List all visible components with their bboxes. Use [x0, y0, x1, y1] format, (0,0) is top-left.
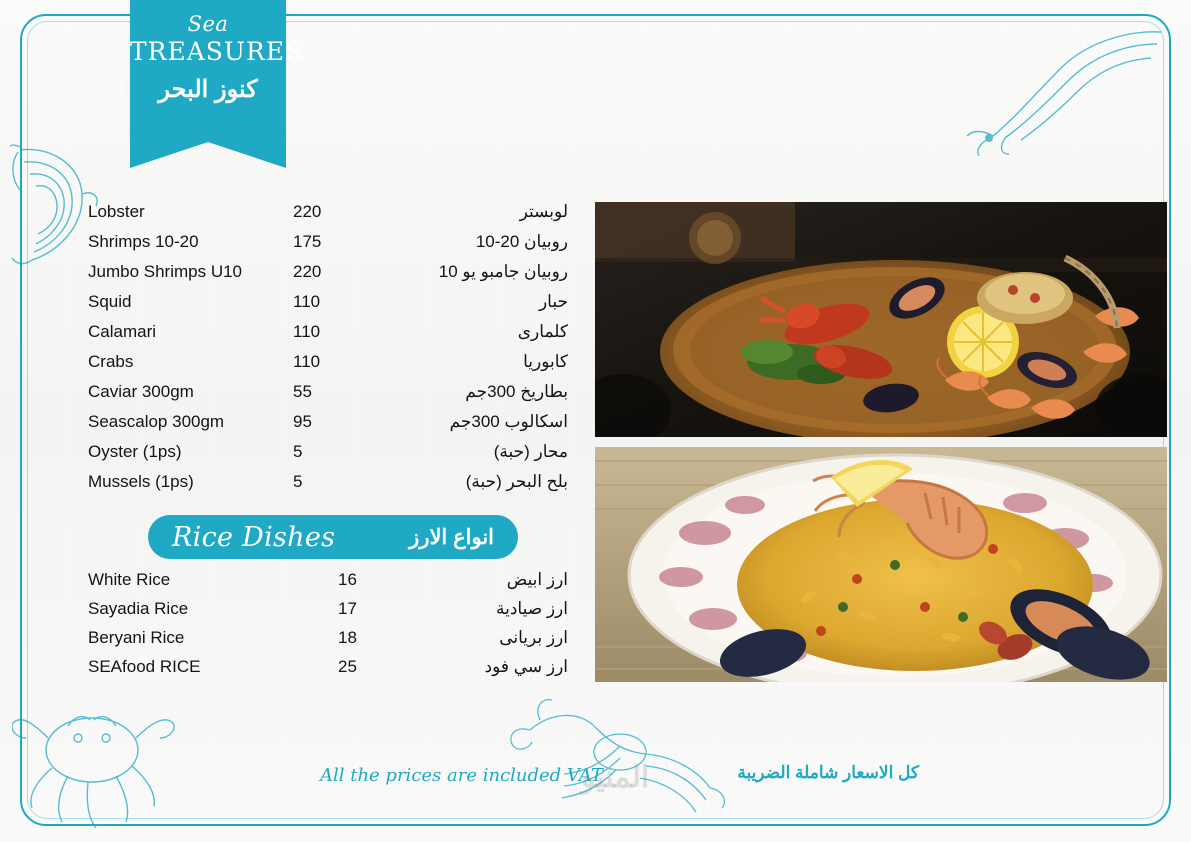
- menu-row: [88, 352, 568, 382]
- menu-row: [88, 570, 568, 599]
- item-price: 220: [293, 202, 322, 221]
- item-name-en: Beryani Rice: [88, 628, 185, 647]
- item-name-en: Lobster: [88, 202, 145, 221]
- seafood-platter-photo: [595, 202, 1167, 437]
- rice-dishes-list: [88, 570, 568, 686]
- item-price: 17: [338, 599, 357, 618]
- item-price: 5: [293, 442, 303, 461]
- item-name-ar: حبار: [538, 292, 568, 311]
- item-name-ar: ارز صيادية: [495, 599, 568, 618]
- shrimp-line-art-icon: [10, 140, 100, 270]
- item-name-en: Sayadia Rice: [88, 599, 189, 618]
- menu-row: [88, 599, 568, 628]
- item-name-ar: لوبستر: [519, 202, 568, 221]
- item-name-en: Squid: [88, 292, 132, 311]
- menu-row: [88, 442, 568, 472]
- item-name-ar: محار (حبة): [493, 442, 568, 461]
- item-price: 95: [293, 412, 312, 431]
- banner-title-line1: Sea: [187, 12, 229, 36]
- vat-note-en: All the prices are included VAT: [320, 765, 603, 786]
- item-name-en: SEAfood RICE: [88, 657, 201, 676]
- menu-row: [88, 202, 568, 232]
- item-name-ar: روبيان 20-10: [475, 232, 568, 251]
- banner-title-arabic: كنوز البحر: [158, 76, 258, 103]
- item-name-en: White Rice: [88, 570, 171, 589]
- item-name-ar: اسكالوب 300جم: [449, 412, 568, 431]
- item-name-en: Jumbo Shrimps U10: [88, 262, 243, 281]
- item-name-en: Mussels (1ps): [88, 472, 194, 491]
- squid-line-art-icon: [965, 26, 1165, 156]
- item-name-en: Calamari: [88, 322, 157, 341]
- crab-line-art-icon: [12, 660, 192, 835]
- item-name-en: Shrimps 10-20: [88, 232, 199, 251]
- banner-title-line2: TREASURES: [130, 37, 304, 66]
- menu-row: [88, 472, 568, 502]
- item-name-ar: بلح البحر (حبة): [465, 472, 568, 491]
- sea-treasures-list: [88, 202, 568, 502]
- menu-row: [88, 262, 568, 292]
- item-price: 220: [293, 262, 322, 281]
- item-name-ar: ارز سي فود: [484, 657, 568, 676]
- item-price: 110: [293, 292, 321, 311]
- item-name-ar: كابوريا: [523, 352, 568, 371]
- menu-row: [88, 657, 568, 686]
- item-price: 175: [293, 232, 322, 251]
- menu-row: [88, 232, 568, 262]
- item-name-en: Oyster (1ps): [88, 442, 182, 461]
- item-name-en: Crabs: [88, 352, 134, 371]
- menu-row: [88, 412, 568, 442]
- item-price: 55: [293, 382, 312, 401]
- item-name-ar: روبيان جامبو يو 10: [438, 262, 568, 281]
- item-name-ar: بطاريخ 300جم: [465, 382, 568, 401]
- item-price: 110: [293, 322, 321, 341]
- item-price: 18: [338, 628, 357, 647]
- seafood-rice-photo: [595, 447, 1167, 682]
- menu-row: [88, 322, 568, 352]
- item-price: 110: [293, 352, 321, 371]
- menu-row: [88, 628, 568, 657]
- menu-row: [88, 292, 568, 322]
- menu-row: [88, 382, 568, 412]
- item-name-en: Seascalop 300gm: [88, 412, 225, 431]
- item-name-ar: ارز بريانى: [499, 628, 568, 647]
- item-name-en: Caviar 300gm: [88, 382, 194, 401]
- rice-dishes-header: [148, 515, 518, 559]
- item-name-ar: ارز ابيض: [506, 570, 568, 589]
- vat-note-ar: كل الاسعار شاملة الضريبة: [737, 763, 919, 782]
- item-price: 16: [338, 570, 357, 589]
- rice-title-en: Rice Dishes: [172, 521, 336, 553]
- item-price: 5: [293, 472, 303, 491]
- item-price: 25: [338, 657, 357, 676]
- sea-treasures-banner: [130, 0, 304, 142]
- watermark: المنيو: [580, 761, 650, 794]
- item-name-ar: كلمارى: [517, 322, 568, 341]
- rice-title-ar: انواع الارز: [409, 525, 494, 549]
